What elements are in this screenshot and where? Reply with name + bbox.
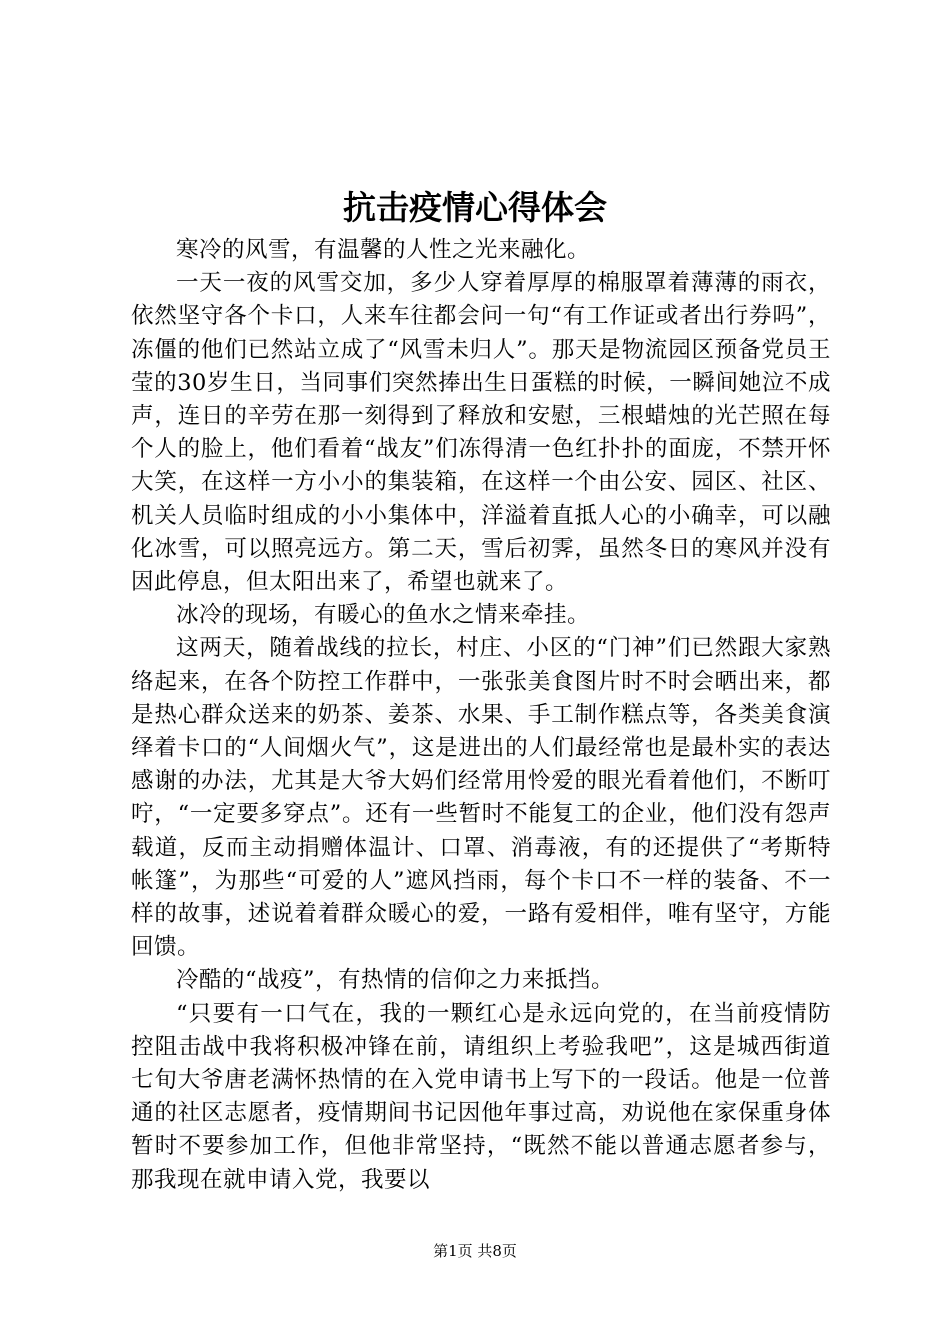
document-title: 抗击疫情心得体会 [343,188,607,227]
paragraph-6: “只要有一口气在，我的一颗红心是永远向党的，在当前疫情防控阻击战中我将积极冲锋在前，请组织上考验我吧”，这是城西街道七旬大爷唐老满怀热情的在入党申请书上写下的一段话。他是一位普通的社区志愿者，疫情期间书记因他年事过高，劝说他在家保重身体暂时不要参加工作，但他非常坚持，“既然不能以普通志愿者参与，那我现在就申请入党，我要以 [131,1000,831,1193]
paragraph-1: 寒冷的风雪，有温馨的人性之光来融化。 [176,237,591,263]
paragraph-4: 这两天，随着战线的拉长，村庄、小区的“门神”们已然跟大家熟络起来，在各个防控工作群中，一张张美食图片时不时会晒出来，都是热心群众送来的奶茶、姜茶、水果、手工制作糕点等，各类美食演绎着卡口的“人间烟火气”，这是进出的人们最经常也是最朴实的表达感谢的办法，尤其是大爷大妈们经常用怜爱的眼光看着他们，不断叮咛，“一定要多穿点”。还有一些暂时不能复工的企业，他们没有怨声载道，反而主动捐赠体温计、口罩、消毒液，有的还提供了“考斯特帐篷”，为那些“可爱的人”遮风挡雨，每个卡口不一样的装备、不一样的故事，述说着着群众暖心的爱，一路有爱相伴，唯有坚守，方能回馈。 [131,635,831,961]
paragraph-3: 冰冷的现场，有暖心的鱼水之情来牵挂。 [176,602,591,629]
page-footer: 第1页 共8页 [433,1242,517,1260]
paragraph-2: 一天一夜的风雪交加，多少人穿着厚厚的棉服罩着薄薄的雨衣，依然坚守各个卡口，人来车往都会问一句“有工作证或者出行券吗”，冻僵的他们已然站立成了“风雪未归人”。那天是物流园区预备党员王莹的30岁生日，当同事们突然捧出生日蛋糕的时候，一瞬间她泣不成声，连日的辛劳在那一刻得到了释放和安慰，三根蜡烛的光芒照在每个人的脸上，他们看着“战友”们冻得清一色红扑扑的面庞，不禁开怀大笑，在这样一方小小的集装箱，在这样一个由公安、园区、社区、机关人员临时组成的小小集体中，洋溢着直抵人心的小确幸，可以融化冰雪，可以照亮远方。第二天，雪后初霁，虽然冬日的寒风并没有因此停息，但太阳出来了，希望也就来了。 [131,270,831,596]
paragraph-5: 冷酷的“战疫”，有热情的信仰之力来抵挡。 [176,967,615,994]
document-body [131,234,831,1197]
